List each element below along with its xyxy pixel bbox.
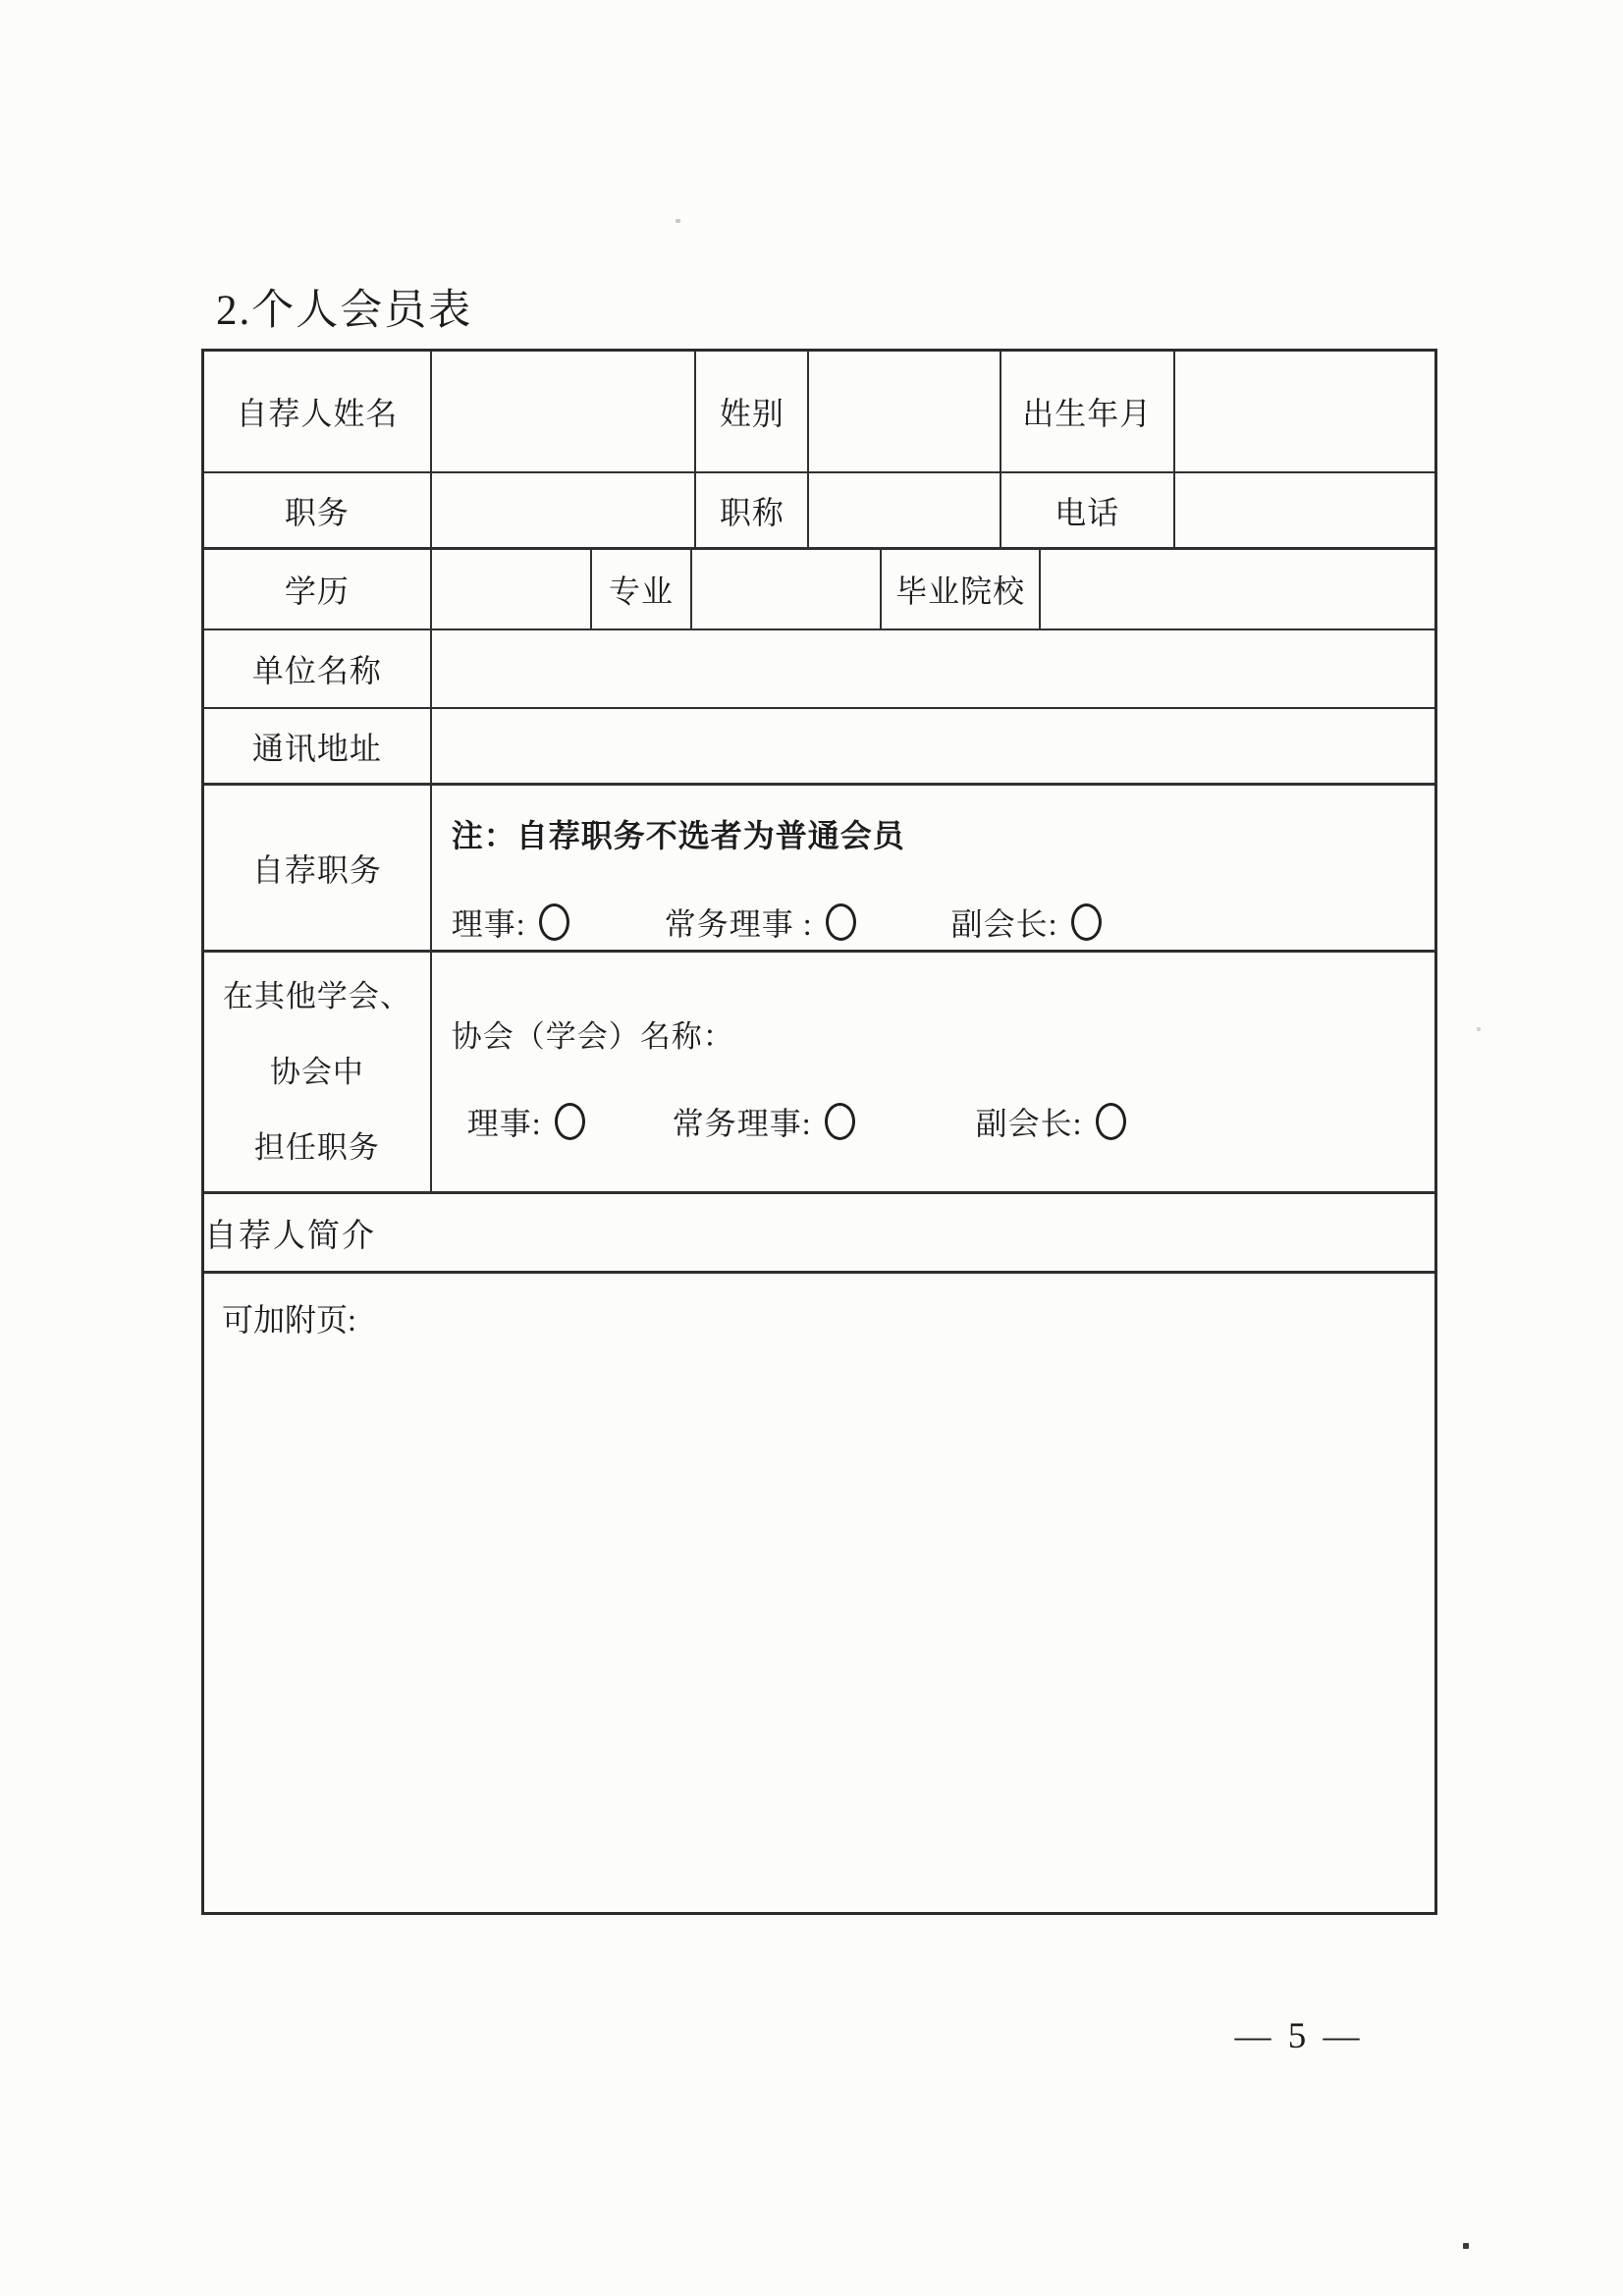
attach-pages-label: 可加附页: — [222, 1302, 356, 1338]
value-birth-date — [1175, 352, 1434, 471]
note-ordinary-member: 注：自荐职务不选者为普通会员 — [451, 818, 905, 853]
label-major: 专业 — [592, 550, 693, 629]
option-executive-director — [673, 1099, 855, 1144]
table-row-profile-body — [204, 1274, 1434, 1912]
option-executive-director — [665, 900, 856, 945]
table-row-education-major-school — [204, 550, 1434, 630]
option-vice-president-label: 副会长: — [975, 1106, 1083, 1141]
association-name-label: 协会（学会）名称： — [451, 1019, 734, 1054]
option-vice-president — [951, 900, 1102, 945]
label-work-unit: 单位名称 — [204, 630, 432, 707]
table-row-name-gender-birth — [204, 352, 1434, 473]
label-self-recommended-position: 自荐职务 — [204, 786, 432, 950]
label-gender: 姓别 — [696, 352, 809, 471]
other-society-content — [432, 953, 1434, 1191]
table-row-self-recommended-position — [204, 786, 1434, 953]
document-title: 2.个人会员表 — [216, 288, 473, 334]
member-form-table — [201, 349, 1437, 1915]
option-circle-icon — [555, 1103, 585, 1140]
value-major — [692, 550, 882, 629]
value-mailing-address — [432, 709, 1434, 783]
page-number: — 5 — — [1234, 2016, 1364, 2056]
table-row-position-title-phone — [204, 473, 1434, 550]
profile-section-title: 自荐人简介 — [204, 1218, 376, 1254]
option-executive-director-label: 常务理事 : — [664, 906, 813, 942]
label-applicant-name: 自荐人姓名 — [204, 352, 432, 471]
label-graduate-school: 毕业院校 — [882, 550, 1041, 629]
value-position — [432, 473, 696, 547]
value-applicant-name — [432, 352, 696, 471]
label-other-society-positions — [204, 953, 432, 1191]
option-executive-director-label: 常务理事: — [672, 1106, 812, 1141]
value-gender — [809, 352, 1001, 471]
option-circle-icon — [1096, 1103, 1126, 1140]
scan-artifact-dot — [1477, 1027, 1481, 1031]
option-circle-icon — [1071, 903, 1102, 941]
label-line-1: 在其他学会、 — [222, 979, 411, 1013]
option-circle-icon — [826, 903, 856, 941]
option-vice-president-label: 副会长: — [950, 906, 1058, 942]
scan-artifact-dot — [1463, 2243, 1469, 2249]
option-director-label: 理事: — [451, 906, 526, 942]
option-circle-icon — [825, 1103, 855, 1140]
value-education — [432, 550, 592, 629]
option-director-label: 理事: — [466, 1106, 542, 1141]
other-society-options — [452, 1099, 1434, 1144]
label-education: 学历 — [204, 550, 432, 629]
value-work-unit — [432, 630, 1434, 707]
position-options — [452, 900, 1434, 945]
table-row-profile-header — [204, 1194, 1434, 1274]
label-professional-title: 职称 — [696, 473, 809, 547]
value-graduate-school — [1041, 550, 1434, 629]
table-row-mailing-address — [204, 709, 1434, 786]
value-professional-title — [809, 473, 1001, 547]
scan-artifact-dot — [676, 219, 680, 223]
option-director — [467, 1099, 585, 1144]
label-mailing-address: 通讯地址 — [204, 709, 432, 783]
label-position: 职务 — [204, 473, 432, 547]
value-phone — [1175, 473, 1434, 547]
option-director — [452, 900, 569, 945]
label-line-3: 担任职务 — [253, 1130, 380, 1165]
option-circle-icon — [539, 903, 569, 941]
self-recommended-position-content — [432, 786, 1434, 950]
table-row-work-unit — [204, 630, 1434, 709]
label-line-2: 协会中 — [269, 1055, 364, 1089]
option-vice-president — [976, 1099, 1126, 1144]
table-row-other-society-positions — [204, 953, 1434, 1194]
label-phone: 电话 — [1001, 473, 1175, 547]
label-birth-date: 出生年月 — [1001, 352, 1175, 471]
